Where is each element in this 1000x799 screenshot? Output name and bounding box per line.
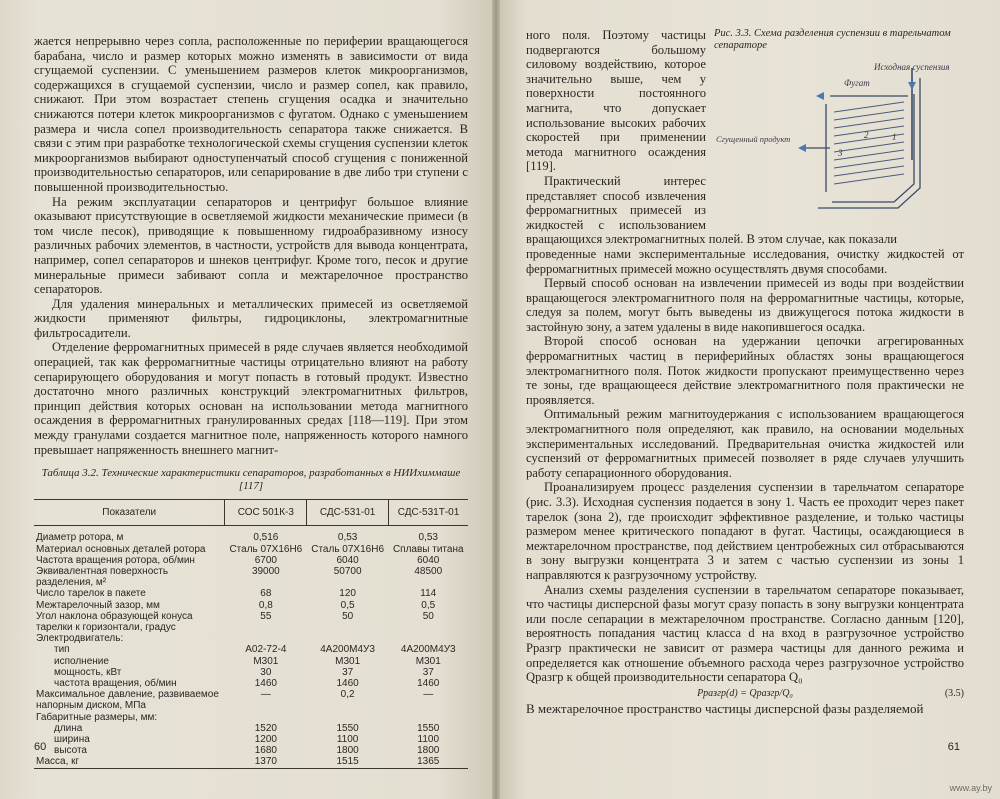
table-cell-sds531t01: — [423, 689, 434, 701]
right-page-number: 61 [947, 741, 960, 753]
table-row [34, 526, 468, 544]
table-cell-sds531t01: 37 [422, 666, 434, 678]
figure-caption: Рис. 3.3. Схема разделения суспензии в тарельчатом сепараторе [714, 28, 951, 51]
table-cell-sds531t01: 50 [422, 610, 434, 622]
table-cell-parameter: исполнение [54, 655, 109, 667]
table-cell-sds531t01: 1460 [417, 678, 440, 690]
table-cell-sds53101: М301 [335, 655, 361, 667]
table-cell-sos501k3: М301 [253, 655, 279, 667]
table-cell-parameter: Число тарелок в пакете [36, 588, 146, 600]
table-cell-sds53101: 50700 [333, 566, 362, 578]
right-paragraph-2: Первый способ основан на извлечении примесей из воды при воздействии вращающегося электромагнитного поля на ферромагнитные частицы, которые, следуя за полем, могут быть выведены из движущегося потока жидкости в застойную зону, а затем удалены в виде накопившегося осадка. [526, 276, 964, 334]
table-cell-parameter: Диаметр ротора, м [36, 532, 124, 544]
left-page-number: 60 [34, 741, 47, 753]
table-cell-parameter: Межтарелочный зазор, мм [36, 599, 160, 611]
table-cell-sos501k3: А02-72-4 [245, 644, 287, 656]
disc [834, 150, 904, 160]
watermark: www.ay.by [949, 783, 992, 793]
table-cell-sds53101: 1550 [336, 722, 359, 734]
table-cell-sos501k3: 0,8 [258, 599, 273, 611]
table-cell-sos501k3: 0,516 [253, 532, 279, 544]
right-paragraph-5: Проанализируем процесс разделения суспензии в тарельчатом сепараторе (рис. 3.3). Исходная суспензия подается в зону 1. Часть ее проходит через пакет тарелок (зона 2), где происходит эффективное разделение, и только частицы размером менее критического попадают в фугат. Частицы, осаждающиеся в межтарелочном пространстве, под действием центробежных сил отбрасываются в зону выгрузки концентрата 3 и затем с частью суспензии из зоны 1 направляются к разгрузочному устройству. [526, 480, 964, 582]
right-last-line: В межтарелочное пространство частицы дисперсной фазы разделяемой [526, 700, 924, 716]
fugate-arrow-icon [816, 92, 824, 100]
figure-3-3 [714, 28, 964, 214]
table-cell-parameter: Частота вращения ротора, об/мин [36, 554, 195, 566]
table-cell-sds531t01: 1800 [417, 745, 440, 757]
separator-outer-wall [818, 78, 920, 208]
table-cell-sos501k3: 1200 [254, 734, 277, 746]
table-header-sos501k3: СОС 501К-3 [225, 500, 307, 526]
table-cell-sds53101: 1460 [336, 678, 359, 690]
separator-specs-table [34, 499, 468, 768]
right-paragraph-1: проведенные нами экспериментальные исследования, очистку жидкостей от ферромагнитных примесей можно осуществлять двумя способами. [526, 246, 964, 276]
right-page [496, 0, 1000, 799]
table-row [34, 756, 468, 768]
disc [834, 102, 904, 112]
left-paragraph-1: жается непрерывно через сопла, расположенные по периферии вращающегося барабана, число и размер которых можно изменять в зависимости от вида сгущаемой суспензии. С уменьшением размеров клеток микроорганизмов, содержащихся в сгущаемой суспензии, число и размер сопел, как правило, снижают. При этом возрастает степень сгущения осадка и значительно снижаются потери клеток микроорганизмов с фугатом. Однако с уменьшением размера и числа сопел производительность сепаратора также снижается. В связи с этим при разработке технологической схемы сгущения суспензии клеток микроорганизмов выбирают одноступенчатый способ сгущения с пониженной производительностью сепараторов, или сепарирование в две либо три ступени с повышенной производительностью. [34, 34, 468, 194]
separator-diagram [714, 56, 964, 214]
table-cell-sds531t01: 48500 [414, 566, 443, 578]
table-cell-parameter: Эквивалентная поверхность разделения, м² [36, 566, 169, 589]
table-cell-sds53101: 0,2 [340, 689, 355, 701]
table-cell-sos501k3: 1680 [254, 745, 277, 757]
table-caption: Таблица 3.2. Технические характеристики сепараторов, разработанных в НИИхиммаше [117] [41, 467, 461, 493]
left-paragraph-4: Отделение ферромагнитных примесей в ряде случаев является необходимой операцией, так как ферромагнитные частицы отрицательно влияют на работу сепарирующего оборудования и могут попасть в готовый продукт. Известно достаточно много различных конструкций электромагнитных фильтров, принцип действия которых основан на использовании метода магнитного осаждения в ферромагнитных гранулированных средах [118—119]. При этом между гранулами создается магнитное поле, напряженность которого намного превышает напряженность внешнего магнит- [34, 340, 468, 457]
table-cell-sds531t01: 1550 [417, 722, 440, 734]
table-cell-sos501k3 [225, 712, 307, 723]
table-cell-parameter: Электродвигатель: [36, 633, 124, 645]
table-cell-parameter: Материал основных деталей ротора [36, 543, 206, 555]
table-row [34, 544, 468, 555]
table-cell-parameter: Максимальное давление, развиваемое напорным диском, МПа [36, 689, 219, 712]
disc-stack [834, 102, 904, 184]
left-paragraph-2: На режим эксплуатации сепараторов и центрифуг большое влияние оказывают присутствующие в осветляемой жидкости механические примеси (в том числе песок), приводящие к повышенному гидроабразивному износу различных рабочих элементов, в частности, устройств для вывода концентрата, например, сопел сепараторов и шнеков центрифуг. Кроме того, песок и другие минеральные примеси забивают сопла и межтарелочное пространство сепараторов. [34, 194, 468, 297]
table-row [34, 689, 468, 711]
table-cell-sds531t01: 114 [420, 588, 437, 600]
formula-number: (3.5) [944, 687, 964, 699]
table-cell-parameter: ширина [54, 734, 90, 746]
table-cell-sos501k3: 30 [260, 666, 272, 678]
table-cell-sds53101 [307, 633, 389, 644]
thick-arrow-icon [798, 144, 806, 152]
disc [834, 142, 904, 152]
table-cell-sds53101: 1800 [336, 745, 359, 757]
table-cell-parameter: Масса, кг [34, 756, 225, 768]
feed-arrow-icon [908, 82, 916, 90]
table-cell-sds531t01: Сплавы титана [392, 543, 464, 555]
table-row [34, 611, 468, 633]
table-cell-sds531t01: 6040 [417, 554, 440, 566]
book-gutter [492, 0, 500, 799]
table-cell-parameter: Габаритные размеры, мм: [36, 711, 158, 723]
table-row [34, 566, 468, 588]
right-paragraph-4: Оптимальный режим магнитоудержания с использованием вращающегося электромагнитного поля определяют, как правило, на основании модельных экспериментальных исследований. Предварительная очистка жидкостей или суспензий от ферромагнитных примесей позволяет в ряде случаев улучшить работу сепарационного оборудования. [526, 407, 964, 480]
table-row [34, 712, 468, 723]
table-cell-sds531t01: 0,5 [421, 599, 436, 611]
label-zone-1: 1 [892, 132, 897, 142]
table-row [34, 734, 468, 745]
table-cell-sds53101 [307, 712, 389, 723]
formula-3-5 [526, 688, 964, 699]
table-cell-sds53101: 0,5 [340, 599, 355, 611]
table-row [34, 667, 468, 678]
disc [834, 166, 904, 176]
label-source: Исходная суспензия [874, 62, 950, 72]
table-cell-sos501k3 [225, 633, 307, 644]
table-cell-sos501k3: 1370 [225, 756, 307, 768]
right-wrap-paragraph-1: ного поля. Поэтому частицы подвергаются большому силовому воздействию, которое значительно выше, чем у поверхности постоянного магнита, что допускает использование высоких рабочих скоростей при применении метода магнитного осаждения [119]. [526, 28, 706, 174]
table-cell-sds53101: Сталь 07Х16Н6 [311, 543, 385, 555]
table-cell-sds53101: 0,53 [337, 532, 358, 544]
table-cell-sos501k3: Сталь 07Х16Н6 [229, 543, 303, 555]
table-cell-parameter: длина [54, 722, 83, 734]
formula-text: Pразгр(d) = Qразгр/Q₀ [697, 687, 793, 699]
table-cell-parameter: частота вращения, об/мин [54, 678, 177, 690]
table-cell-parameter: высота [54, 745, 87, 757]
table-header-parameter: Показатели [34, 500, 225, 526]
table-row [34, 644, 468, 655]
table-row [34, 723, 468, 734]
right-paragraph-6: Анализ схемы разделения суспензии в тарельчатом сепараторе показывает, что частицы дисперсной фазы могут сразу попасть в зону выгрузки концентрата или после сепарации в межтарелочном пространстве. Согласно данным [120], вероятность попадания частиц класса d на вход в разгрузочное устройство Pразгр практически не зависит от размера частицы для данного режима и определяется как отношение объемного расхода через разгрузочное устройство Qразгр к общей производительности сепаратора Q₀ [526, 582, 964, 685]
right-wrap-paragraph-2: Практический интерес представляет способ извлечения ферромагнитных примесей из жидкостей с использованием вращающихся электромагнитных полей. В этом случае, как показали [526, 173, 897, 247]
table-cell-sds53101: 1515 [307, 756, 389, 768]
table-cell-sos501k3: — [260, 689, 271, 701]
table-cell-sds531t01: 1365 [389, 756, 468, 768]
table-cell-sds53101: 37 [342, 666, 354, 678]
right-paragraph-3: Второй способ основан на удержании цепочки агрегированных ферромагнитных частиц в периферийных областях зоны вращающегося электромагнитного поля. Поток жидкости пропускают преимущественно через те зоны, где вращающееся действие электромагнитного поля практически не проявляется. [526, 334, 964, 407]
table-row [34, 678, 468, 689]
label-thick-product: Сгущенный продукт [716, 134, 791, 144]
table-row [34, 588, 468, 599]
disc [834, 118, 904, 128]
disc [834, 174, 904, 184]
left-page [0, 0, 496, 799]
table-cell-sds531t01: М301 [415, 655, 441, 667]
table-row [34, 656, 468, 667]
table-cell-sos501k3: 55 [260, 610, 272, 622]
table-row [34, 600, 468, 611]
label-fugate: Фугат [844, 78, 870, 88]
disc [834, 110, 904, 120]
table-row [34, 633, 468, 644]
left-paragraph-3: Для удаления минеральных и металлических примесей из осветляемой жидкости применяют фильтры, гидроциклоны, электромагнитные фильтросадители. [34, 296, 468, 340]
label-zone-2: 2 [864, 130, 869, 140]
table-cell-parameter: Угол наклона образующей конуса тарелки к горизонтали, градус [36, 610, 193, 634]
table-cell-sds531t01: 4А200М4У3 [400, 644, 456, 656]
table-row [34, 745, 468, 756]
table-cell-sds531t01: 1100 [417, 734, 440, 746]
table-cell-sds53101: 1100 [336, 734, 359, 746]
table-cell-sds531t01: 0,53 [418, 532, 438, 544]
table-cell-sos501k3: 1520 [254, 722, 277, 734]
table-body [34, 526, 468, 768]
table-header-sds53101: СДС-531-01 [307, 500, 389, 526]
table-row [34, 555, 468, 566]
disc [834, 158, 904, 168]
table-header-sds531t01: СДС-531Т-01 [389, 500, 468, 526]
table-cell-parameter: тип [54, 644, 70, 656]
table-cell-sos501k3: 6700 [254, 554, 277, 566]
table-cell-sds53101: 50 [342, 610, 354, 622]
table-cell-sos501k3: 39000 [251, 566, 280, 578]
table-cell-sos501k3: 68 [260, 588, 272, 600]
table-cell-parameter: мощность, кВт [54, 666, 122, 678]
table-cell-sds531t01 [389, 633, 468, 644]
table-header-row [34, 500, 468, 526]
table-cell-sds53101: 6040 [336, 554, 359, 566]
table-cell-sds53101: 4А200М4У3 [320, 644, 375, 656]
label-zone-3: 3 [838, 148, 843, 158]
table-cell-sds53101: 120 [339, 588, 356, 600]
table-cell-sds531t01 [389, 712, 468, 723]
table-cell-sos501k3: 1460 [254, 678, 277, 690]
